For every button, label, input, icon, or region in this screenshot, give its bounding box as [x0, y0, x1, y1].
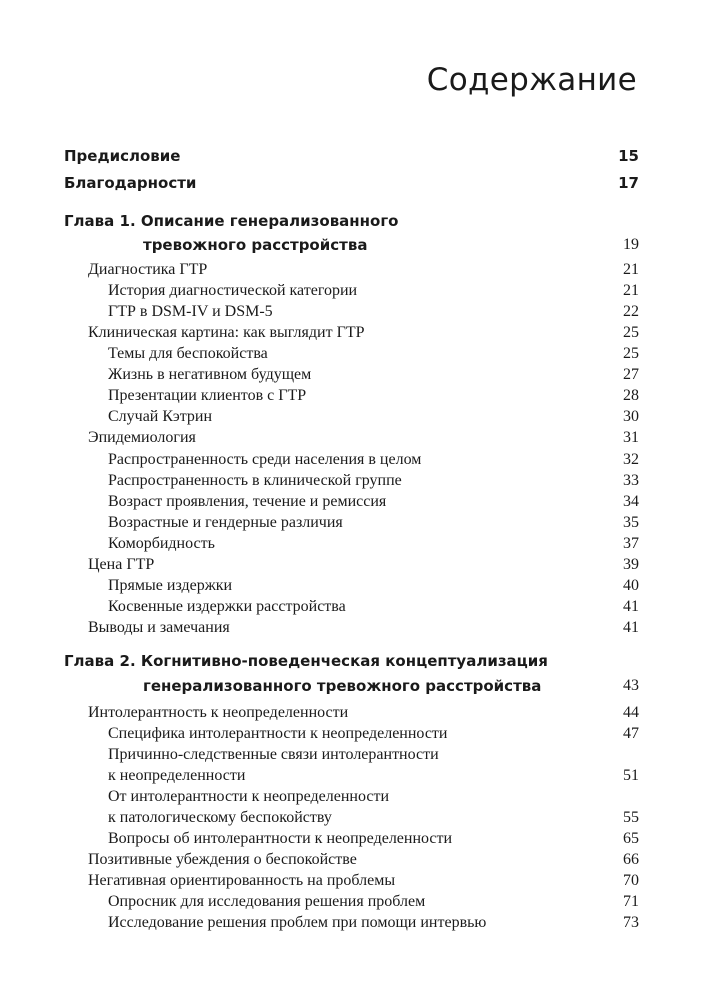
toc-entry-page: 22: [623, 303, 639, 320]
toc-entry-title: Косвенные издержки расстройства: [108, 598, 346, 615]
toc-entry-page: 21: [623, 261, 639, 278]
toc-entry-title: Эпидемиология: [88, 429, 196, 446]
toc-entry-title: Негативная ориентированность на проблемы: [88, 872, 396, 889]
toc-entry-title: Вопросы об интолерантности к неопределенности: [108, 830, 453, 847]
toc-entry-page: 28: [623, 387, 639, 404]
toc-entry-page: 27: [623, 366, 639, 383]
toc-entry-title: Возрастные и гендерные различия: [108, 514, 343, 531]
toc-entry-title: Исследование решения проблем при помощи интервью: [108, 914, 487, 931]
toc-entry-page: 15: [618, 147, 639, 165]
toc-entry-title: Интолерантность к неопределенности: [88, 704, 349, 721]
toc-entry-page: 51: [623, 767, 639, 784]
toc-entry-title: генерализованного тревожного расстройства: [143, 677, 542, 695]
toc-entry-title: От интолерантности к неопределенности: [108, 788, 389, 805]
toc-entry-page: 30: [623, 408, 639, 425]
toc-entry-title: Выводы и замечания: [88, 619, 230, 636]
toc-entry-title: Глава 2. Когнитивно-поведенческая концептуализация: [64, 652, 548, 670]
toc-entry-page: 33: [623, 472, 639, 489]
toc-entry-title: тревожного расстройства: [143, 236, 368, 254]
toc-entry-title: Клиническая картина: как выглядит ГТР: [88, 324, 365, 341]
toc-entry-page: 35: [623, 514, 639, 531]
toc-entry-page: 70: [623, 872, 639, 889]
toc-entry-title: Прямые издержки: [108, 577, 233, 594]
toc-entry-page: 71: [623, 893, 639, 910]
toc-entry-title: Темы для беспокойства: [108, 345, 268, 362]
toc-entry-page: 41: [623, 598, 639, 615]
toc-entry-title: ГТР в DSM-IV и DSM-5: [108, 303, 273, 320]
toc-entry-title: Коморбидность: [108, 535, 215, 552]
toc-entry-page: 65: [623, 830, 639, 847]
toc-entry-page: 41: [623, 619, 639, 636]
toc-entry-title: Причинно-следственные связи интолерантности: [108, 746, 439, 763]
toc-entry-title: к неопределенности: [108, 767, 246, 784]
toc-entry-page: 43: [623, 677, 639, 694]
toc-entry-title: Возраст проявления, течение и ремиссия: [108, 493, 387, 510]
toc-entry-page: 66: [623, 851, 639, 868]
toc-entry-title: Предисловие: [64, 147, 181, 165]
toc-entry-title: Диагностика ГТР: [88, 261, 208, 278]
toc-entry-page: 40: [623, 577, 639, 594]
toc-entry-page: 25: [623, 345, 639, 362]
toc-entry-page: 55: [623, 809, 639, 826]
toc-entry-page: 39: [623, 556, 639, 573]
toc-entry-page: 21: [623, 282, 639, 299]
toc-entry-title: Опросник для исследования решения проблем: [108, 893, 426, 910]
toc-entry-page: 37: [623, 535, 639, 552]
toc-entry-title: к патологическому беспокойству: [108, 809, 332, 826]
toc-entry-title: Цена ГТР: [88, 556, 155, 573]
toc-entry-page: 31: [623, 429, 639, 446]
toc-entry-page: 44: [623, 704, 639, 721]
toc-entry-page: 17: [618, 174, 639, 192]
page-title: Содержание: [426, 62, 637, 98]
toc-entry-title: Специфика интолерантности к неопределенности: [108, 725, 448, 742]
toc-entry-page: 32: [623, 451, 639, 468]
toc-entry-page: 73: [623, 914, 639, 931]
toc-entry-title: Случай Кэтрин: [108, 408, 213, 425]
toc-entry-title: Распространенность в клинической группе: [108, 472, 402, 489]
toc-entry-title: Жизнь в негативном будущем: [108, 366, 312, 383]
toc-entry-title: Презентации клиентов с ГТР: [108, 387, 307, 404]
toc-entry-page: 19: [623, 236, 639, 253]
toc-entry-title: Благодарности: [64, 174, 197, 192]
toc-entry-page: 47: [623, 725, 639, 742]
toc-entry-page: 34: [623, 493, 639, 510]
toc-entry-title: История диагностической категории: [108, 282, 358, 299]
toc-entry-title: Позитивные убеждения о беспокойстве: [88, 851, 357, 868]
toc-entry-title: Распространенность среди населения в целом: [108, 451, 422, 468]
toc-entry-page: 25: [623, 324, 639, 341]
toc-entry-title: Глава 1. Описание генерализованного: [64, 212, 399, 230]
